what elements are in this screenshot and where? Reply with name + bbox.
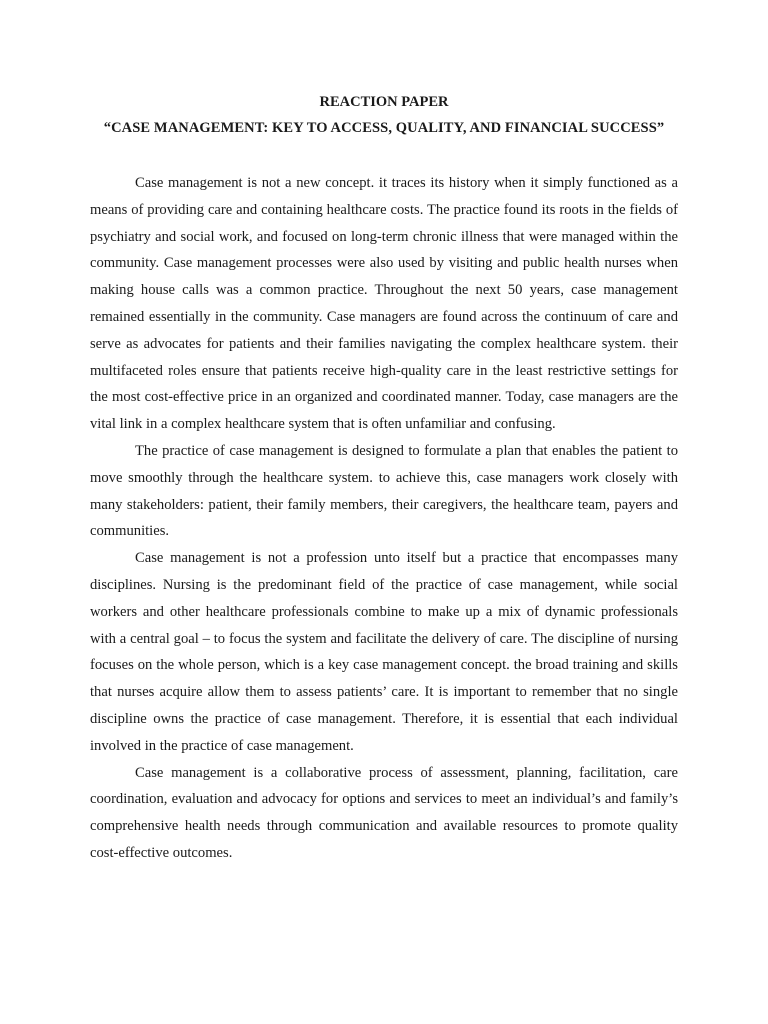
paragraph-4: Case management is a collaborative process of assessment, planning, facilitation, care coordination, evaluation and advocacy for options and services to meet an individual’s and family’s comprehensive health needs through communication and available resources to promote quality cost-effective outcomes. xyxy=(90,764,678,861)
document-body xyxy=(90,170,678,867)
document-subtitle: “CASE MANAGEMENT: KEY TO ACCESS, QUALITY, AND FINANCIAL SUCCESS” xyxy=(103,120,665,136)
paragraph-1: Case management is not a new concept. it traces its history when it simply functioned as a means of providing care and containing healthcare costs. The practice found its roots in the fields of psychiatry and social work, and focused on long-term chronic illness that were managed within the community. Case management processes were also used by visiting and public health nurses when making house calls was a common practice. Throughout the next 50 years, case management remained essentially in the community. Case managers are found across the continuum of care and serve as advocates for patients and their families navigating the complex healthcare system. their multifaceted roles ensure that patients receive high-quality care in the least restrictive settings for the most cost-effective price in an organized and coordinated manner. Today, case managers are the vital link in a complex healthcare system that is often unfamiliar and confusing. xyxy=(90,175,678,433)
paragraph-3: Case management is not a profession unto itself but a practice that encompasses many disciplines. Nursing is the predominant field of the practice of case management, while social workers and other healthcare professionals combine to make up a mix of dynamic professionals with a central goal – to focus the system and facilitate the delivery of care. The discipline of nursing focuses on the whole person, which is a key case management concept. the broad training and skills that nurses acquire allow them to assess patients’ care. It is important to remember that no single discipline owns the practice of case management. Therefore, it is essential that each individual involved in the practice of case management. xyxy=(90,550,678,754)
paragraph-2: The practice of case management is designed to formulate a plan that enables the patient to move smoothly through the healthcare system. to achieve this, case managers work closely with many stakeholders: patient, their family members, their caregivers, the healthcare team, payers and communities. xyxy=(90,442,678,540)
document-title: REACTION PAPER xyxy=(319,94,449,110)
